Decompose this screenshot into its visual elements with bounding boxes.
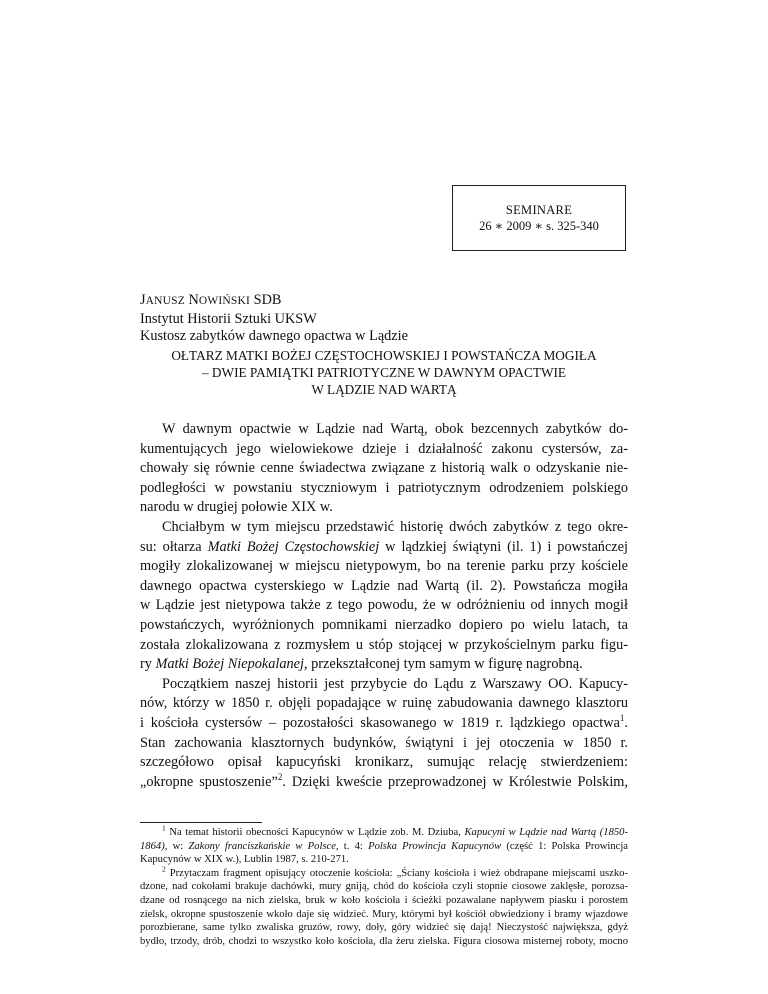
journal-issue: 26 ∗ 2009 ∗ s. 325-340 [479,219,599,233]
footnote-line: porozbierane, same tylko zwaliska gruzów, rowy, doły, góry widzieć się dają! Nieczystość największa, gdyż [140,922,628,934]
author-last-rest: OWIŃSKI [198,295,251,307]
author-last-initial: N [188,292,199,308]
body-line: została zlokalizowana z rozmysłem u stóp stojącej w przykościelnym parku figu- [140,636,628,653]
body-italic-run: Matki Bożej Niepokalanej [155,656,304,673]
footnote-text-run: (część 1: Polska Prowincja [501,840,628,852]
body-line [140,773,628,793]
footnote-text-run: Przytaczam fragment opisujący otoczenie kościoła: „Ściany kościoła i wież obdrapane miejscami uszko- [165,867,628,879]
body-line: chowały się równie cenne świadectwa związane z historią walk o odzyskanie nie- [140,460,628,477]
footnote-line: Kapucynów w XIX w.), Lublin 1987, s. 210-271. [140,854,349,866]
body-line: W dawnym opactwie w Lądzie nad Wartą, obok bezcennych zabytków do- [162,421,628,437]
body-text-run: . Dzięki kweście przeprowadzonej w Królestwie Polskim, [282,773,628,790]
footnote-italic-run: Polska Prowincja Kapucynów [368,840,502,852]
author-name [140,292,640,311]
footnote-separator [140,822,262,823]
footnote-line: dzane od rosnącego na nich zielska, bruk w koło kościoła i ścieżki pozawalane napływem piasku i porostem [140,894,628,906]
footnote-text-run: Na temat historii obecności Kapucynów w Lądzie zob. M. Dziuba, [165,827,465,838]
journal-header-box [452,185,626,251]
body-line: nów, którzy w 1850 r. objęli popadające w ruinę zabudowania dawnego klasztoru [140,695,628,712]
body-text-run: i kościoła cystersów – pozostałości skasowanego w 1819 r. lądzkiego opactwa [140,714,620,731]
footnote-italic-run: Zakony franciszkańskie w Polsce [188,840,336,852]
title-line-1: OŁTARZ MATKI BOŻEJ CZĘSTOCHOWSKIEJ I POWSTAŃCZA MOGIŁA [171,348,597,363]
footnote-italic-run: Kapucyni w Lądzie nad Wartą (1850- [464,827,628,838]
footnote-text-run: , t. 4: [335,840,369,852]
footnote-line: zielsk, okropne spustoszenie wkoło daje się widzieć. Mury, którymi był kościół obwiedziony i bramy wjazdowe [140,908,628,920]
footnote-line: dzone, nad cokołami brakuje dachówki, mury gniją, chód do kościoła czyli stopnie ciosowe zaklęsłe, porozsa- [140,881,628,893]
body-line: podległości w powstaniu styczniowym i patriotycznym odrodzeniem polskiego [140,479,628,496]
body-text-run: w lądzkiej świątyni (il. 1) i powstańczej [379,538,628,555]
footnote-number: 1 [162,823,166,833]
body-text-run: „okropne spustoszenie” [140,773,278,790]
footnote-line: bydło, trzody, drób, chodzi to wszystko koło kościoła, dla żeru zielska. Figura ciosowa misternej roboty, mocno [140,935,628,947]
article-title [140,347,628,398]
footnote-ref[interactable]: 1 [619,713,625,724]
body-line [140,714,628,734]
title-line-3: W LĄDZIE NAD WARTĄ [311,382,457,397]
footnote-line [140,823,628,840]
journal-name: SEMINARE [505,203,573,217]
author-block [140,292,640,346]
footnote-italic-run: 1864) [140,840,165,852]
title-line-2: – DWIE PAMIĄTKI PATRIOTYCZNE W DAWNYM OPACTWIE [201,365,567,380]
footnote-text-run: , w: [164,840,189,852]
body-line: Chciałbym w tym miejscu przedstawić historię dwóch zabytków z tego okre- [162,518,628,535]
body-line: narodu w drugiej połowie XIX w. [140,499,333,516]
body-text-run: , przekształconej tym samym w figurę nagrobną. [303,656,583,673]
author-affiliation-1: Instytut Historii Sztuki UKSW [140,310,317,327]
footnote-line [140,864,628,881]
article-body [140,420,628,792]
footnotes [140,823,628,948]
author-first-rest: ANUSZ [145,295,185,307]
footnote-number: 2 [162,864,166,874]
footnote-ref[interactable]: 2 [277,771,283,782]
body-text-run: su: ołtarza [140,538,208,555]
body-line [140,538,628,558]
author-suffix: SDB [253,292,282,308]
footnote-line [140,840,628,854]
body-line: szczegółowo opisał kapucyński kronikarz, sumując relację stwierdzeniem: [140,754,628,771]
body-line: dawnego opactwa cysterskiego w Lądzie nad Wartą (il. 2). Powstańcza mogiła [140,577,628,594]
body-italic-run: Matki Bożej Częstochowskiej [207,538,380,555]
body-line: Początkiem naszej historii jest przybycie do Lądu z Warszawy OO. Kapucy- [162,675,628,692]
author-first-initial: J [140,292,146,308]
body-line: mogiły zlokalizowanej w miejscu nietypowym, bo na terenie parku przy kościele [140,558,628,575]
author-affiliation-2: Kustosz zabytków dawnego opactwa w Lądzie [140,328,408,344]
body-text-run: ry [140,656,156,673]
body-line: w Lądzie jest nietypowa także z tego powodu, że w odróżnieniu od innych mogił [140,597,628,614]
body-line: Stan zachowania klasztornych budynków, świątyni i jej otoczenia w 1850 r. [140,734,628,751]
body-line: kumentujących jego wielowiekowe dzieje i działalność zakonu cystersów, za- [140,440,628,457]
body-text-run: . [624,714,628,731]
body-line: powstańczych, wyróżnionych pomnikami nierzadko dopiero po wielu latach, ta [140,616,628,633]
body-line [140,655,628,675]
